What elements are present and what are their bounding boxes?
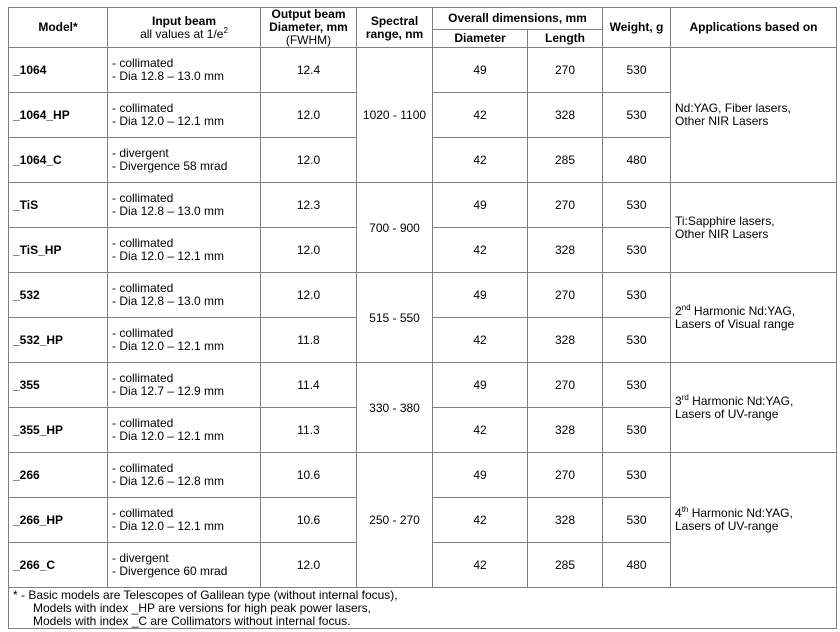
input-beam-type: - divergent xyxy=(112,146,169,160)
header-weight: Weight, g xyxy=(603,8,671,48)
header-input-beam-title: Input beam xyxy=(151,13,216,28)
header-output-beam-sub: (FWHM) xyxy=(285,33,332,47)
footnote-line-1: * - Basic models are Telescopes of Galilean type (without internal focus), xyxy=(13,587,398,602)
application-line-2: Lasers of Visual range xyxy=(675,316,795,331)
header-output-beam-title: Output beam Diameter, mm xyxy=(269,7,348,34)
application-line-1: Harmonic Nd:YAG, xyxy=(690,303,796,318)
length-cell: 270 xyxy=(528,48,603,93)
input-beam-type: - collimated xyxy=(112,236,174,250)
length-cell: 285 xyxy=(528,543,603,588)
applications-cell xyxy=(671,453,837,588)
model-cell: _355_HP xyxy=(9,408,108,453)
weight-cell: 530 xyxy=(603,363,671,408)
weight-cell: 530 xyxy=(603,273,671,318)
header-overall-dimensions: Overall dimensions, mm xyxy=(433,8,603,30)
diameter-cell: 49 xyxy=(433,453,528,498)
diameter-cell: 42 xyxy=(433,543,528,588)
output-beam-cell: 11.8 xyxy=(261,318,357,363)
model-cell: _532 xyxy=(9,273,108,318)
input-beam-cell xyxy=(108,273,261,318)
input-beam-spec: - Dia 12.0 – 12.1 mm xyxy=(112,114,225,128)
input-beam-spec: - Dia 12.8 – 13.0 mm xyxy=(112,69,225,83)
input-beam-spec: - Dia 12.0 – 12.1 mm xyxy=(112,429,225,443)
output-beam-cell: 12.0 xyxy=(261,543,357,588)
application-harmonic-suffix: nd xyxy=(681,302,691,312)
input-beam-cell xyxy=(108,93,261,138)
diameter-cell: 49 xyxy=(433,48,528,93)
diameter-cell: 42 xyxy=(433,138,528,183)
model-cell: _TiS xyxy=(9,183,108,228)
header-input-beam-sup: 2 xyxy=(223,25,228,35)
model-cell: _266_HP xyxy=(9,498,108,543)
footnote-line-2: Models with index _HP are versions for high peak power lasers, xyxy=(33,600,371,615)
application-line-1: Nd:YAG, Fiber lasers, xyxy=(675,101,791,115)
spec-table xyxy=(8,7,837,629)
spectral-range-cell: 515 - 550 xyxy=(357,273,433,363)
applications-cell xyxy=(671,363,837,453)
model-cell: _266_C xyxy=(9,543,108,588)
diameter-cell: 49 xyxy=(433,363,528,408)
header-diameter: Diameter xyxy=(433,29,528,47)
application-harmonic-suffix: rd xyxy=(681,392,689,402)
input-beam-cell xyxy=(108,183,261,228)
weight-cell: 530 xyxy=(603,318,671,363)
length-cell: 270 xyxy=(528,453,603,498)
diameter-cell: 42 xyxy=(433,408,528,453)
application-harmonic-suffix: th xyxy=(681,505,689,514)
model-cell: _532_HP xyxy=(9,318,108,363)
output-beam-cell: 11.4 xyxy=(261,363,357,408)
input-beam-spec: - Dia 12.0 – 12.1 mm xyxy=(112,249,225,263)
application-line-1: Harmonic Nd:YAG, xyxy=(688,393,794,408)
header-input-beam-sub: all values at 1/e xyxy=(140,26,224,41)
input-beam-spec: - Dia 12.7 – 12.9 mm xyxy=(112,384,225,398)
model-cell: _1064_HP xyxy=(9,93,108,138)
weight-cell: 480 xyxy=(603,543,671,588)
length-cell: 328 xyxy=(528,408,603,453)
input-beam-cell xyxy=(108,48,261,93)
model-cell: _266 xyxy=(9,453,108,498)
spectral-range-cell: 700 - 900 xyxy=(357,183,433,273)
weight-cell: 530 xyxy=(603,183,671,228)
weight-cell: 480 xyxy=(603,138,671,183)
input-beam-cell xyxy=(108,228,261,273)
input-beam-cell xyxy=(108,363,261,408)
output-beam-cell: 11.3 xyxy=(261,408,357,453)
input-beam-type: - collimated xyxy=(112,191,174,205)
table-row xyxy=(9,453,837,498)
application-line-2: Lasers of UV-range xyxy=(675,519,779,533)
input-beam-cell xyxy=(108,318,261,363)
header-model: Model* xyxy=(9,8,108,48)
input-beam-type: - collimated xyxy=(112,371,174,385)
input-beam-cell xyxy=(108,543,261,588)
length-cell: 270 xyxy=(528,363,603,408)
spec-table-body xyxy=(9,48,837,588)
output-beam-cell: 12.0 xyxy=(261,138,357,183)
model-cell: _1064 xyxy=(9,48,108,93)
weight-cell: 530 xyxy=(603,453,671,498)
length-cell: 328 xyxy=(528,318,603,363)
header-length: Length xyxy=(528,29,603,47)
input-beam-type: - collimated xyxy=(112,506,174,520)
applications-cell xyxy=(671,273,837,363)
length-cell: 285 xyxy=(528,138,603,183)
table-row xyxy=(9,183,837,228)
application-harmonic-number: 3 xyxy=(675,393,682,408)
diameter-cell: 42 xyxy=(433,228,528,273)
model-cell: _1064_C xyxy=(9,138,108,183)
input-beam-spec: - Dia 12.0 – 12.1 mm xyxy=(112,339,225,353)
model-cell: _TiS_HP xyxy=(9,228,108,273)
application-line-2: Lasers of UV-range xyxy=(675,406,779,421)
application-harmonic-number: 4 xyxy=(675,506,682,520)
application-line-1: Harmonic Nd:YAG, xyxy=(688,506,793,520)
applications-cell xyxy=(671,183,837,273)
input-beam-cell xyxy=(108,498,261,543)
application-line-1: Ti:Sapphire lasers, xyxy=(675,213,775,228)
footnote-line-3: Models with index _C are Collimators without internal focus. xyxy=(33,613,351,628)
input-beam-cell xyxy=(108,138,261,183)
table-row xyxy=(9,363,837,408)
output-beam-cell: 12.0 xyxy=(261,93,357,138)
input-beam-type: - collimated xyxy=(112,416,174,430)
spectral-range-cell: 250 - 270 xyxy=(357,453,433,588)
input-beam-type: - collimated xyxy=(112,281,174,295)
length-cell: 328 xyxy=(528,93,603,138)
application-line-2: Other NIR Lasers xyxy=(675,114,769,128)
weight-cell: 530 xyxy=(603,228,671,273)
input-beam-spec: - Divergence 58 mrad xyxy=(112,159,228,173)
output-beam-cell: 10.6 xyxy=(261,453,357,498)
length-cell: 270 xyxy=(528,183,603,228)
output-beam-cell: 12.4 xyxy=(261,48,357,93)
diameter-cell: 42 xyxy=(433,498,528,543)
footnote xyxy=(9,588,837,629)
input-beam-spec: - Dia 12.0 – 12.1 mm xyxy=(112,519,225,533)
application-line-2: Other NIR Lasers xyxy=(675,226,769,241)
output-beam-cell: 10.6 xyxy=(261,498,357,543)
length-cell: 328 xyxy=(528,228,603,273)
application-harmonic-number: 2 xyxy=(675,303,682,318)
input-beam-type: - divergent xyxy=(112,551,169,565)
header-input-beam xyxy=(108,8,261,48)
input-beam-spec: - Divergence 60 mrad xyxy=(112,564,228,578)
model-cell: _355 xyxy=(9,363,108,408)
length-cell: 328 xyxy=(528,498,603,543)
diameter-cell: 42 xyxy=(433,93,528,138)
weight-cell: 530 xyxy=(603,498,671,543)
output-beam-cell: 12.0 xyxy=(261,273,357,318)
diameter-cell: 42 xyxy=(433,318,528,363)
input-beam-spec: - Dia 12.8 – 13.0 mm xyxy=(112,294,225,308)
weight-cell: 530 xyxy=(603,93,671,138)
weight-cell: 530 xyxy=(603,408,671,453)
diameter-cell: 49 xyxy=(433,273,528,318)
spectral-range-cell: 1020 - 1100 xyxy=(357,48,433,183)
applications-cell xyxy=(671,48,837,183)
input-beam-spec: - Dia 12.6 – 12.8 mm xyxy=(112,474,225,488)
table-row xyxy=(9,273,837,318)
table-row xyxy=(9,48,837,93)
length-cell: 270 xyxy=(528,273,603,318)
input-beam-cell xyxy=(108,453,261,498)
input-beam-type: - collimated xyxy=(112,56,174,70)
diameter-cell: 49 xyxy=(433,183,528,228)
input-beam-type: - collimated xyxy=(112,101,174,115)
header-spectral-range: Spectral range, nm xyxy=(357,8,433,48)
input-beam-type: - collimated xyxy=(112,326,174,340)
input-beam-cell xyxy=(108,408,261,453)
header-applications: Applications based on xyxy=(671,8,837,48)
weight-cell: 530 xyxy=(603,48,671,93)
output-beam-cell: 12.3 xyxy=(261,183,357,228)
output-beam-cell: 12.0 xyxy=(261,228,357,273)
input-beam-type: - collimated xyxy=(112,461,174,475)
spectral-range-cell: 330 - 380 xyxy=(357,363,433,453)
input-beam-spec: - Dia 12.8 – 13.0 mm xyxy=(112,204,225,218)
header-output-beam xyxy=(261,8,357,48)
